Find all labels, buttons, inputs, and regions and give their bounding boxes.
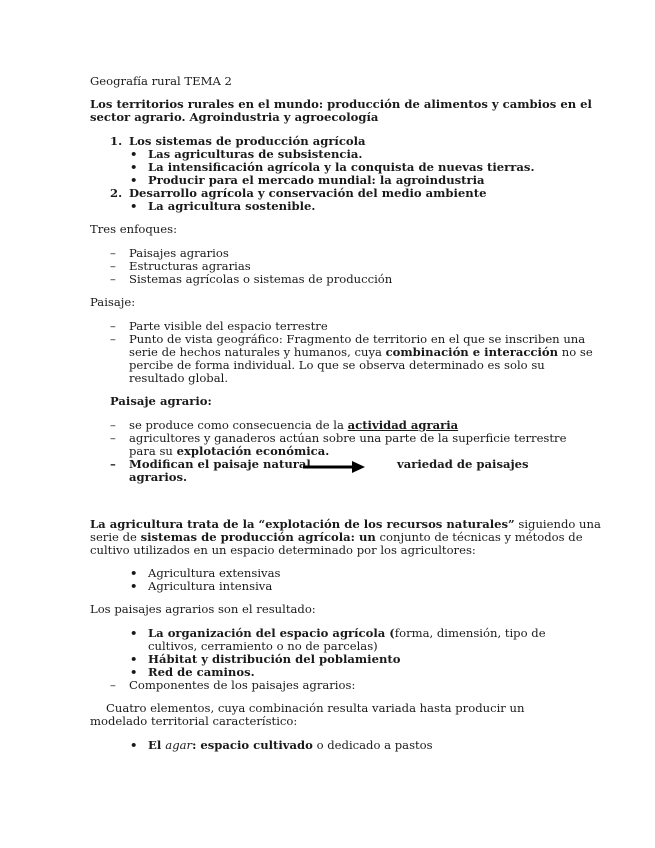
- text-run: no se: [558, 345, 593, 359]
- right-arrow-icon: [302, 459, 366, 475]
- resultado-item-1-line2: cultivos, cerramiento o no de parcelas): [148, 639, 378, 653]
- paisaje-item-2-line4: resultado global.: [129, 371, 229, 385]
- paisaje-agrario-heading: Paisaje agrario:: [110, 394, 212, 408]
- bold-run: La organización del espacio agrícola (: [148, 626, 395, 640]
- text-run: serie de: [90, 530, 141, 544]
- outline-text: Desarrollo agrícola y conservación del medio ambiente: [129, 186, 487, 200]
- paisaje-item-1: – Parte visible del espacio terrestre: [129, 320, 328, 333]
- text-run: para su: [129, 444, 177, 458]
- text-run: se produce como consecuencia de la: [129, 418, 348, 432]
- bold-run: sistemas de producción agrícola: un: [140, 530, 376, 544]
- cuatro-line1: Cuatro elementos, cuya combinación resulta variada hasta producir un: [106, 701, 525, 715]
- text-run: conjunto de técnicas y métodos de: [375, 530, 583, 544]
- outline-sub-1-3: • Producir para el mercado mundial: la agroindustria: [148, 174, 485, 187]
- resultado-item-2: • Hábitat y distribución del poblamiento: [148, 653, 400, 666]
- agrario-item-3-line2: agrarios.: [129, 470, 188, 484]
- agrario-item-2-line1: – agricultores y ganaderos actúan sobre una parte de la superficie terrestre: [129, 432, 566, 445]
- ager-item: [148, 739, 433, 752]
- agrario-item-3-result: variedad de paisajes: [397, 457, 529, 471]
- paisaje-item-2-line3: percibe de forma individual. Lo que se observa determinado es solo su: [129, 358, 545, 372]
- outline-sub-1-2: • La intensificación agrícola y la conquista de nuevas tierras.: [148, 161, 534, 174]
- doc-title-line2: sector agrario. Agroindustria y agroecología: [90, 110, 379, 124]
- cuatro-line2: modelado territorial característico:: [90, 714, 298, 728]
- paisaje-item-2-line1: – Punto de vista geográfico: Fragmento de territorio en el que se inscriben una: [129, 333, 585, 346]
- italic-run: agar: [165, 738, 193, 752]
- text-run: o dedicado a pastos: [312, 738, 433, 752]
- outline-number: 2.: [110, 186, 123, 200]
- doc-title-line1: Los territorios rurales en el mundo: producción de alimentos y cambios en el: [90, 97, 592, 111]
- bold-run: combinación e interacción: [385, 345, 559, 359]
- text-run: serie de hechos naturales y humanos, cuya: [129, 345, 386, 359]
- componentes-item: – Componentes de los paisajes agrarios:: [129, 679, 355, 692]
- outline-sub-1-1: • Las agriculturas de subsistencia.: [148, 148, 362, 161]
- enfoque-item: – Paisajes agrarios: [129, 247, 229, 260]
- paisaje-label: Paisaje:: [90, 295, 136, 309]
- bold-run: La agricultura trata de la “explotación de los recursos naturales”: [90, 517, 515, 531]
- outline-text: Los sistemas de producción agrícola: [129, 134, 366, 148]
- resultado-item-3: • Red de caminos.: [148, 666, 255, 679]
- agricultura-line3: cultivo utilizados en un espacio determinado por los agricultores:: [90, 543, 476, 557]
- bold-underline-run: actividad agraria: [347, 418, 459, 432]
- outline-sub-2-1: • La agricultura sostenible.: [148, 200, 315, 213]
- outline-number: 1.: [110, 134, 123, 148]
- agri-type-item: • Agricultura extensivas: [148, 567, 280, 580]
- doc-header: Geografía rural TEMA 2: [90, 74, 232, 88]
- agrario-item-3-line1: – Modifican el paisaje natural: [129, 458, 311, 471]
- enfoque-item: – Estructuras agrarias: [129, 260, 251, 273]
- text-run: siguiendo una: [514, 517, 601, 531]
- agri-type-item: • Agricultura intensiva: [148, 580, 272, 593]
- enfoques-label: Tres enfoques:: [90, 222, 177, 236]
- text-run: forma, dimensión, tipo de: [394, 626, 546, 640]
- enfoque-item: – Sistemas agrícolas o sistemas de producción: [129, 273, 392, 286]
- bold-run: : espacio cultivado: [192, 738, 313, 752]
- resultado-text: Los paisajes agrarios son el resultado:: [90, 602, 316, 616]
- bold-run: explotación económica.: [176, 444, 330, 458]
- bold-run: El: [148, 738, 166, 752]
